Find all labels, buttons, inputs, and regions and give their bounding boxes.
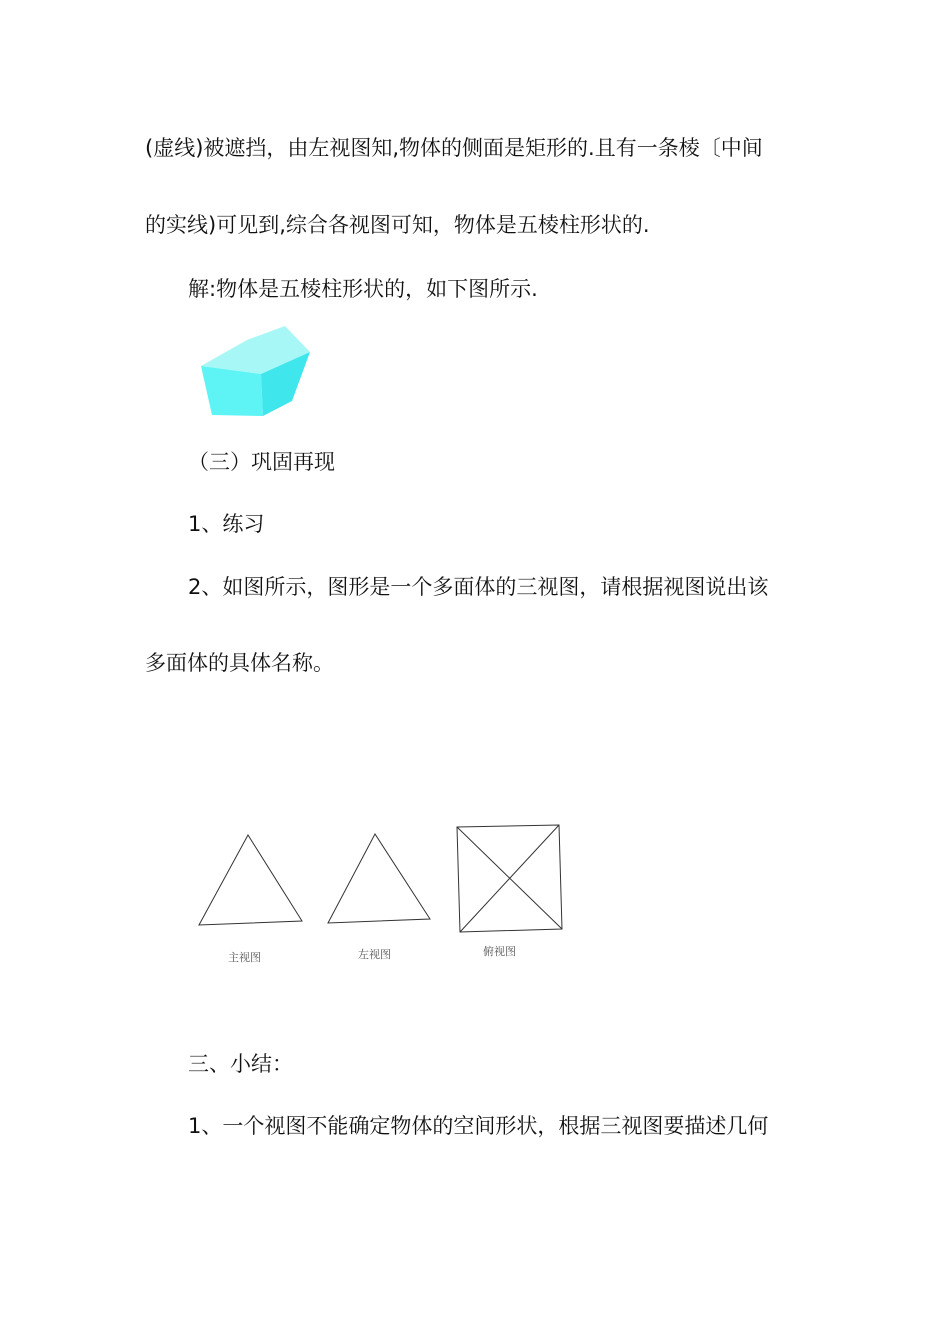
paragraph-2: 的实线)可见到,综合各视图可知，物体是五棱柱形状的. — [145, 213, 650, 237]
front-view-figure — [195, 830, 305, 930]
paragraph-3: 解:物体是五棱柱形状的，如下图所示. — [188, 277, 538, 301]
paragraph-question-2-cont: 多面体的具体名称。 — [145, 651, 334, 675]
section-heading-summary: 三、小结： — [188, 1052, 293, 1076]
left-view-figure — [325, 830, 435, 930]
front-view-triangle — [199, 835, 302, 925]
section-heading-consolidate: （三）巩固再现 — [188, 450, 335, 474]
top-view-label: 俯视图 — [483, 945, 516, 958]
left-view-triangle — [328, 834, 430, 923]
top-view-diagonal-2 — [460, 825, 559, 932]
paragraph-1: (虚线)被遮挡，由左视图知,物体的侧面是矩形的.且有一条棱〔中间 — [145, 136, 763, 160]
top-view-figure — [455, 823, 567, 935]
paragraph-summary-1: 1、一个视图不能确定物体的空间形状，根据三视图要描述几何 — [188, 1114, 769, 1138]
prism-front-face — [201, 366, 263, 416]
paragraph-exercise: 1、练习 — [188, 512, 265, 536]
pentagonal-prism-figure — [195, 322, 315, 418]
left-view-label: 左视图 — [358, 948, 391, 961]
paragraph-question-2: 2、如图所示，图形是一个多面体的三视图，请根据视图说出该 — [188, 575, 769, 599]
front-view-label: 主视图 — [228, 951, 261, 964]
